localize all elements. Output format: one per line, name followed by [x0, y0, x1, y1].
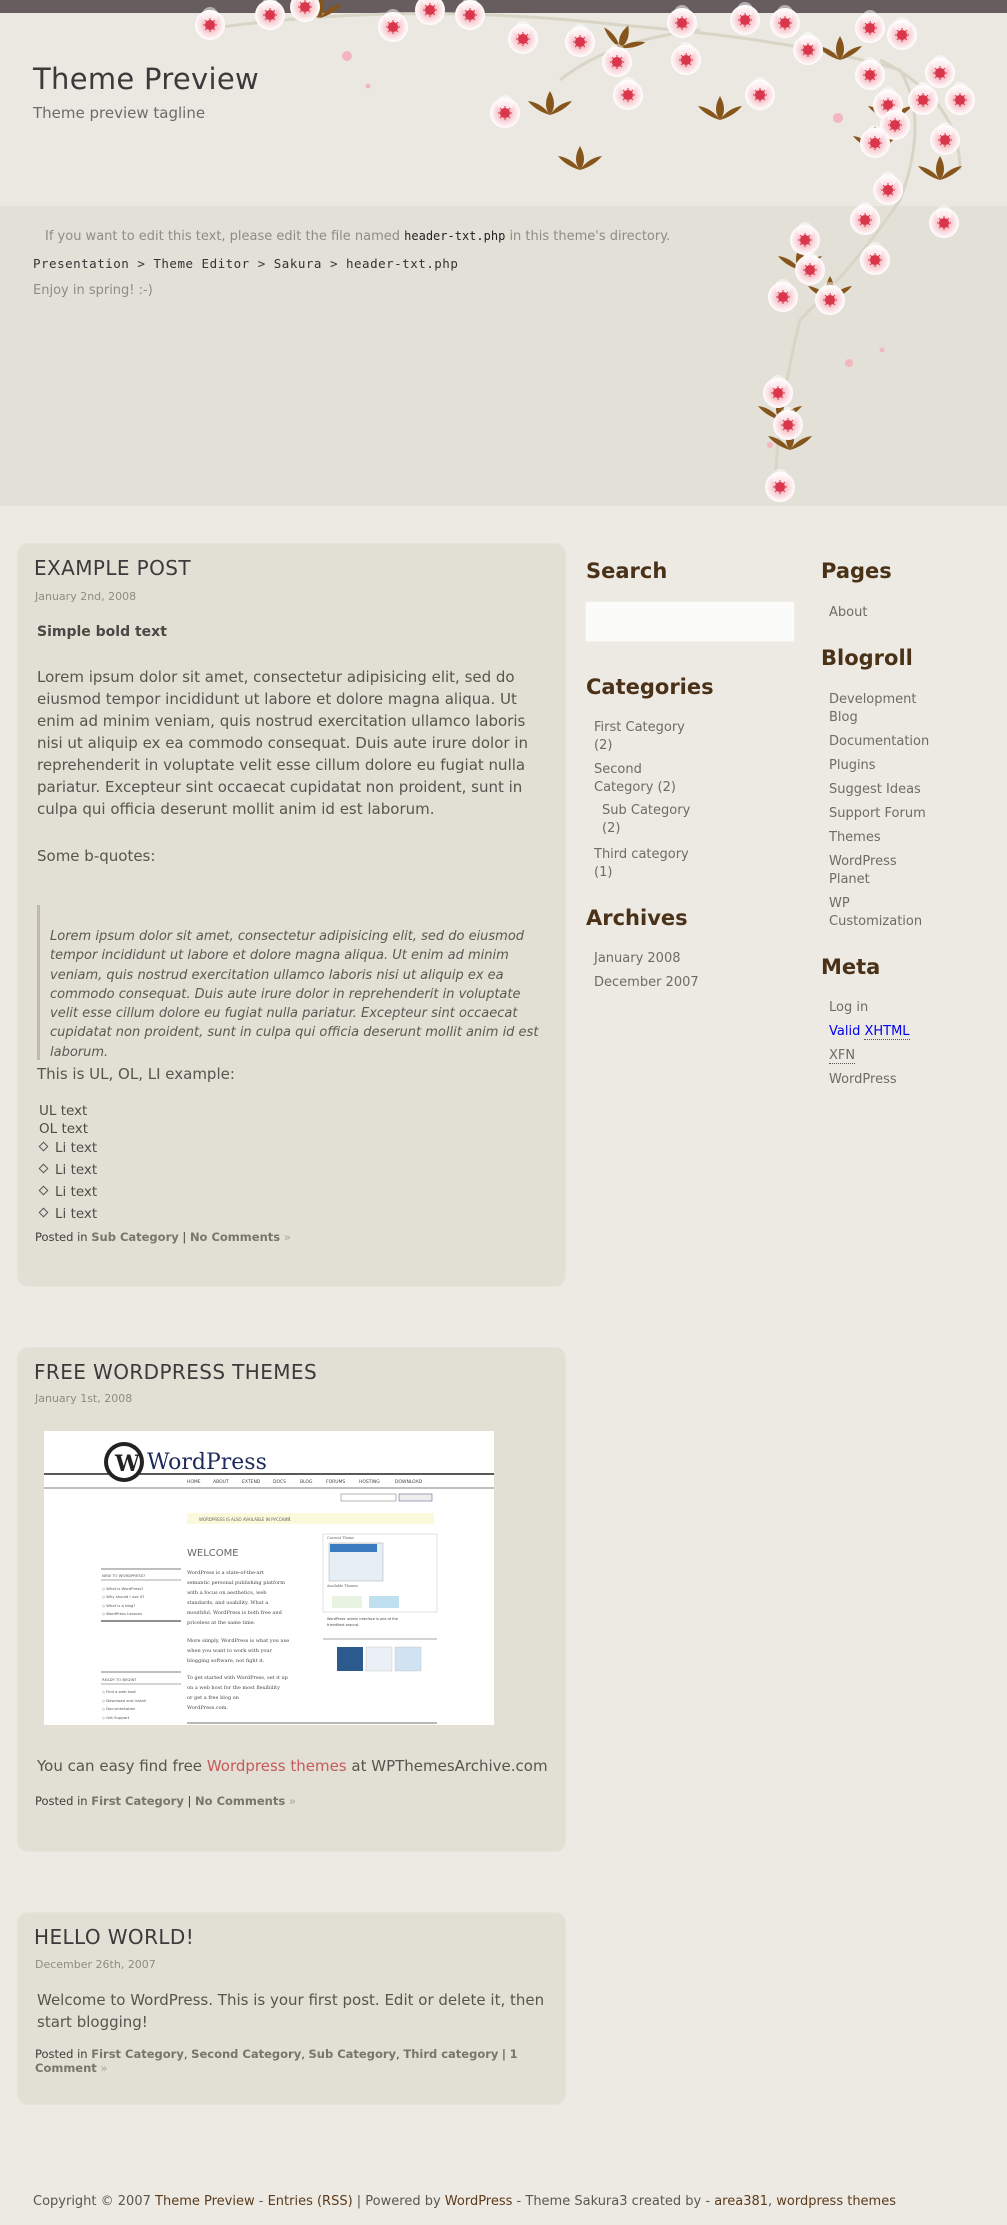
svg-text:◇ WordPress Lessons: ◇ WordPress Lessons	[102, 1611, 143, 1616]
diamond-bullet-icon	[39, 1164, 49, 1174]
blockquote	[37, 905, 547, 1060]
svg-text:or get a free blog on: or get a free blog on	[187, 1695, 239, 1701]
wordpress-link[interactable]: WordPress	[829, 1072, 897, 1087]
svg-text:priceless at the same time.: priceless at the same time.	[187, 1620, 256, 1626]
wordpress-screenshot-image	[44, 1431, 494, 1725]
blogroll-widget-title: Blogroll	[821, 646, 913, 670]
post-title-link[interactable]: HELLO WORLD!	[34, 1925, 195, 1949]
category-link[interactable]: Third category	[403, 2047, 499, 2061]
svg-text:FORUMS: FORUMS	[326, 1480, 346, 1485]
svg-text:Current Theme: Current Theme	[327, 1536, 355, 1540]
diamond-bullet-icon	[39, 1208, 49, 1218]
blogroll-link[interactable]: Plugins	[829, 758, 876, 773]
svg-text:WORDPRESS IS ALSO AVAILABLE IN: WORDPRESS IS ALSO AVAILABLE IN РУССКИЙ.	[199, 1517, 292, 1522]
post-meta: Posted in First Category, Second Category, Sub Category, Third category | 1 Comment »	[35, 2047, 518, 2075]
svg-text:WordPress: WordPress	[147, 1450, 267, 1475]
svg-text:on a web host for the most fle: on a web host for the most flexibility	[187, 1685, 280, 1691]
sidebar-category-sub[interactable]: Sub Category (2)	[602, 803, 691, 836]
enjoy-text: Enjoy in spring! :-)	[33, 283, 153, 298]
edit-notice	[45, 229, 670, 244]
archives-widget-title: Archives	[586, 906, 688, 930]
post-title-link[interactable]: FREE WORDPRESS THEMES	[34, 1360, 318, 1384]
xfn-link[interactable]: XFN	[829, 1048, 856, 1063]
blogroll-link[interactable]: Themes	[829, 830, 881, 845]
categories-widget-title: Categories	[586, 675, 714, 699]
header-text-band	[0, 206, 1007, 506]
list-item: Li text	[39, 1184, 97, 1200]
valid-xhtml-link[interactable]: Valid XHTML	[829, 1024, 910, 1039]
comments-link[interactable]: No Comments »	[195, 1794, 296, 1808]
sidebar-category-second[interactable]: Second Category (2)	[594, 762, 676, 795]
svg-text:WELCOME: WELCOME	[187, 1548, 239, 1559]
footer: Copyright © 2007 Theme Preview - Entries (RSS) | Powered by WordPress - Theme Sakura3 created by - area381, wordpress themes	[33, 2194, 896, 2209]
ol-text: OL text	[39, 1121, 89, 1137]
svg-text:READY TO BEGIN?: READY TO BEGIN?	[102, 1677, 137, 1682]
edit-notice-post: in this theme's directory.	[505, 229, 671, 244]
meta-widget-title: Meta	[821, 955, 881, 979]
list-item: Li text	[39, 1140, 97, 1156]
svg-text:WordPress.com.: WordPress.com.	[187, 1705, 228, 1711]
post-paragraph: Welcome to WordPress. This is your first post. Edit or delete it, then start blogging!	[37, 1991, 545, 2031]
svg-text:blogging software, not fight i: blogging software, not fight it.	[187, 1658, 265, 1664]
svg-text:◇ Get Support: ◇ Get Support	[102, 1715, 130, 1720]
svg-text:ABOUT: ABOUT	[213, 1480, 229, 1485]
svg-text:◇ Find a web host: ◇ Find a web host	[102, 1689, 136, 1694]
page-link-about[interactable]: About	[829, 605, 868, 620]
svg-text:WordPress' admin interface is: WordPress' admin interface is one of the	[327, 1617, 398, 1621]
svg-text:To get started with WordPress,: To get started with WordPress, set it up	[187, 1675, 288, 1681]
svg-text:DOCS: DOCS	[273, 1480, 287, 1485]
svg-text:◇ Download and Install: ◇ Download and Install	[102, 1698, 146, 1703]
svg-text:with a focus on aesthetics, we: with a focus on aesthetics, web	[187, 1590, 267, 1596]
category-link[interactable]: Sub Category	[308, 2047, 397, 2061]
svg-text:semantic personal publishing p: semantic personal publishing platform	[187, 1580, 285, 1586]
svg-text:◇ What is a blog?: ◇ What is a blog?	[102, 1603, 136, 1608]
wordpress-themes-link[interactable]: Wordpress themes	[206, 1757, 347, 1775]
svg-text:◇ Documentation: ◇ Documentation	[102, 1706, 136, 1711]
search-input[interactable]	[585, 601, 795, 642]
category-link[interactable]: Second Category	[191, 2047, 302, 2061]
blogroll-link[interactable]: WP Customization	[829, 896, 923, 929]
edit-notice-pre: If you want to edit this text, please edit the file named	[45, 229, 405, 244]
svg-text:◇ Why should I use it?: ◇ Why should I use it?	[102, 1594, 145, 1599]
blogroll-link[interactable]: WordPress Planet	[829, 854, 897, 887]
blogroll-link[interactable]: Documentation	[829, 734, 930, 749]
svg-text:HOME: HOME	[187, 1480, 201, 1485]
svg-text:standards, and usability. What: standards, and usability. What a	[187, 1600, 269, 1606]
footer-site-link[interactable]: Theme Preview	[155, 2194, 255, 2209]
svg-text:W: W	[115, 1451, 140, 1477]
editor-path: Presentation > Theme Editor > Sakura > header-txt.php	[33, 256, 459, 271]
post-meta: Posted in First Category | No Comments »	[35, 1794, 296, 1808]
category-link[interactable]: Sub Category	[91, 1230, 179, 1244]
valid-xhtml	[829, 1023, 910, 1041]
list-item: Li text	[39, 1206, 97, 1222]
post-title-link[interactable]: EXAMPLE POST	[34, 556, 191, 580]
archive-link-december-2007[interactable]: December 2007	[594, 975, 699, 990]
post-paragraph: You can easy find free Wordpress themes at WPThemesArchive.com	[37, 1757, 548, 1775]
comments-link[interactable]: No Comments »	[189, 1230, 291, 1244]
svg-text:◇ What is WordPress?: ◇ What is WordPress?	[102, 1586, 144, 1591]
list-item: Li text	[39, 1162, 97, 1178]
site-title-link[interactable]: Theme Preview	[33, 62, 260, 96]
svg-text:More simply, WordPress is what: More simply, WordPress is what you use	[187, 1638, 290, 1644]
svg-text:NEW TO WORDPRESS?: NEW TO WORDPRESS?	[102, 1573, 146, 1578]
footer-themes-link[interactable]: wordpress themes	[776, 2194, 896, 2209]
post-date: January 1st, 2008	[35, 1392, 133, 1405]
list-intro: This is UL, OL, LI example:	[37, 1065, 235, 1083]
diamond-bullet-icon	[39, 1142, 49, 1152]
post-date: January 2nd, 2008	[35, 590, 137, 603]
top-bar	[0, 0, 1007, 13]
pages-widget-title: Pages	[821, 559, 892, 583]
diamond-bullet-icon	[39, 1186, 49, 1196]
comments-link[interactable]: 1 Comment »	[35, 2047, 518, 2075]
post-hello-world	[18, 1913, 565, 2104]
svg-text:mouthful. WordPress is both fr: mouthful. WordPress is both free and	[187, 1610, 282, 1616]
svg-text:WordPress is a state-of-the-ar: WordPress is a state-of-the-art	[187, 1570, 265, 1576]
footer-author-link[interactable]: area381	[714, 2194, 769, 2209]
ul-text: UL text	[39, 1103, 88, 1119]
category-link[interactable]: First Category	[91, 2047, 184, 2061]
post-free-wordpress-themes	[18, 1348, 565, 1851]
category-link[interactable]: First Category	[91, 1794, 184, 1808]
svg-text:DOWNLOAD: DOWNLOAD	[395, 1480, 423, 1485]
svg-text:when you want to work with you: when you want to work with your	[187, 1648, 273, 1654]
post-date: December 26th, 2007	[35, 1958, 156, 1971]
svg-text:BLOG: BLOG	[300, 1480, 313, 1485]
sidebar-category-first[interactable]: First Category (2)	[594, 720, 685, 753]
site-tagline: Theme preview tagline	[33, 104, 206, 122]
search-widget-title: Search	[586, 559, 668, 583]
footer-wordpress-link[interactable]: WordPress	[444, 2194, 513, 2209]
blogroll-link[interactable]: Suggest Ideas	[829, 782, 921, 797]
post-meta: Posted in Sub Category | No Comments »	[35, 1230, 291, 1244]
blogroll-link[interactable]: Development Blog	[829, 692, 917, 725]
blogroll-link[interactable]: Support Forum	[829, 806, 926, 821]
login-link[interactable]: Log in	[829, 1000, 869, 1015]
footer-rss-link[interactable]: Entries (RSS)	[267, 2194, 353, 2209]
svg-text:Available Themes: Available Themes	[327, 1584, 359, 1588]
svg-text:HOSTING: HOSTING	[359, 1480, 380, 1485]
sidebar-category-third[interactable]: Third category (1)	[594, 847, 689, 880]
edit-notice-file: header-txt.php	[404, 229, 506, 243]
archive-link-january-2008[interactable]: January 2008	[594, 951, 681, 966]
post-bold-text: Simple bold text	[37, 624, 167, 640]
svg-text:friendliest around.: friendliest around.	[327, 1623, 360, 1627]
svg-text:EXTEND: EXTEND	[242, 1480, 261, 1485]
blockquote-text: Lorem ipsum dolor sit amet, consectetur adipisicing elit, sed do eiusmod tempor incididunt ut labore et dolore magna aliqua. Ut enim ad minim veniam, quis nostrud exercitation ullamco laboris nisi ut aliquip ex ea commodo consequat. Duis aute irure dolor in reprehenderit in voluptate velit esse cillum dolore eu fugiat nulla pariatur. Excepteur sint occaecat cupidatat non proident, sunt in culpa qui officia deserunt mollit anim id est laborum.	[50, 929, 539, 1060]
bquote-intro: Some b-quotes:	[37, 847, 156, 865]
post-example	[18, 544, 565, 1286]
post-paragraph: Lorem ipsum dolor sit amet, consectetur adipisicing elit, sed do eiusmod tempor incididunt ut labore et dolore magna aliqua. Ut enim ad minim veniam, quis nostrud exercitation ullamco laboris nisi ut aliquip ex ea commodo consequat. Duis aute irure dolor in reprehenderit in voluptate velit esse cillum dolore eu fugiat nulla pariatur. Excepteur sint occaecat cupidatat non proident, sunt in culpa qui officia deserunt mollit anim id est laborum.	[37, 668, 529, 818]
